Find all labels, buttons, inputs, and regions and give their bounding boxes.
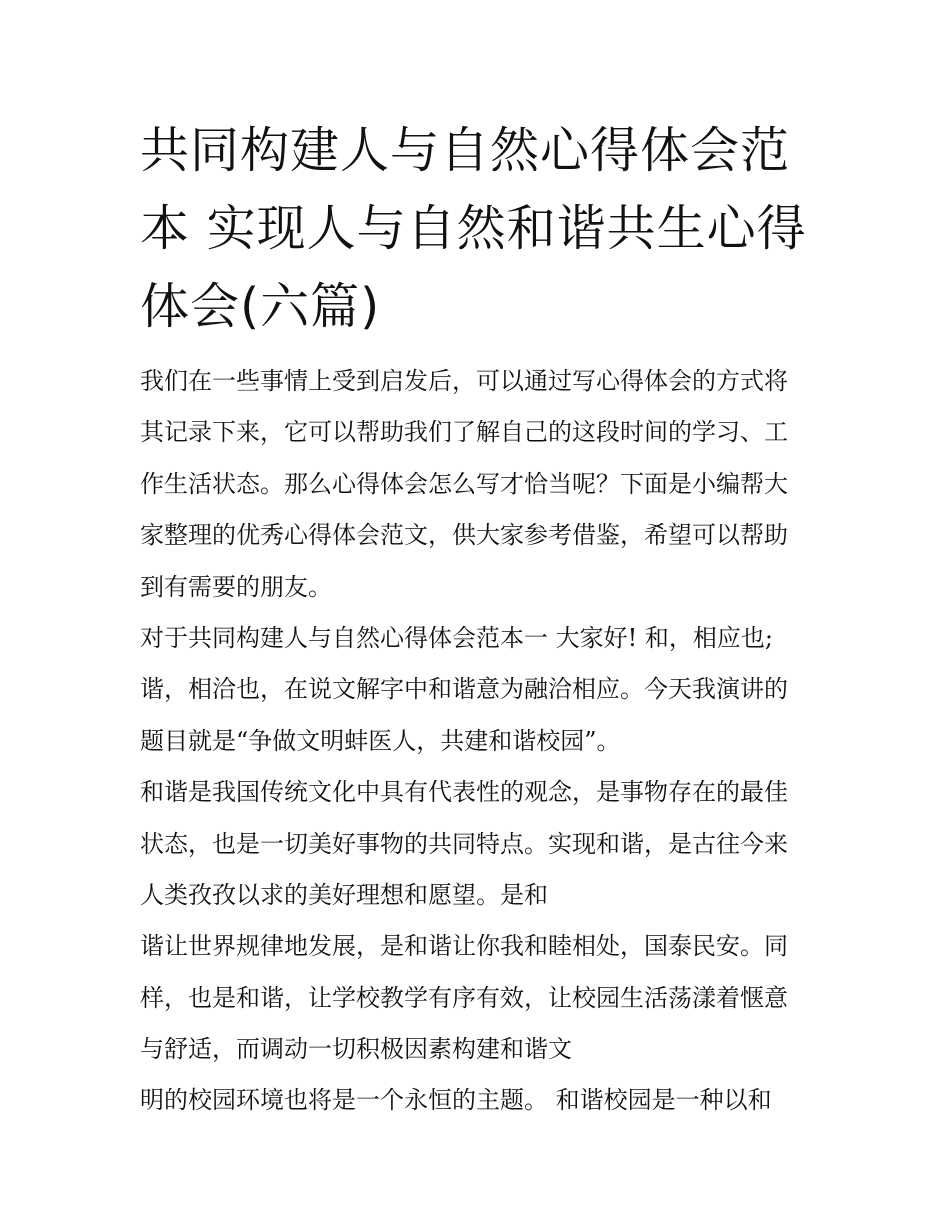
body-line: 和谐是我国传统文化中具有代表性的观念，是事物存在的最佳 <box>140 778 788 807</box>
body-line: 样，也是和谐，让学校教学有序有效，让校园生活荡漾着惬意 <box>140 983 788 1012</box>
body-line: 对于共同构建人与自然心得体会范本一 大家好! 和，相应也; <box>140 623 773 652</box>
body-line: 明的校园环境也将是一个永恒的主题。 和谐校园是一种以和 <box>140 1086 772 1115</box>
body-line: 到有需要的朋友。 <box>140 572 332 601</box>
body-line: 作生活状态。那么心得体会怎么写才恰当呢？下面是小编帮大 <box>140 469 788 498</box>
body-line: 谐让世界规律地发展，是和谐让你我和睦相处，国泰民安。同 <box>140 932 788 961</box>
body-line: 与舒适，而调动一切积极因素构建和谐文 <box>140 1035 572 1064</box>
body-line: 状态，也是一切美好事物的共同特点。实现和谐，是古往今来 <box>140 829 788 858</box>
document-body <box>140 356 830 1127</box>
body-line: 题目就是“争做文明蚌医人，共建和谐校园”。 <box>140 726 621 755</box>
title-line: 共同构建人与自然心得体会范 <box>140 122 791 179</box>
body-line: 我们在一些事情上受到启发后，可以通过写心得体会的方式将 <box>140 367 788 395</box>
body-line: 其记录下来，它可以帮助我们了解自己的这段时间的学习、工 <box>140 418 788 447</box>
title-line: 本 实现人与自然和谐共生心得 <box>140 200 807 257</box>
title-line: 体会(六篇) <box>140 278 381 335</box>
body-line: 人类孜孜以求的美好理想和愿望。是和 <box>140 880 548 909</box>
body-line: 谐，相洽也，在说文解字中和谐意为融洽相应。今天我演讲的 <box>140 675 788 704</box>
body-line: 家整理的优秀心得体会范文，供大家参考借鉴，希望可以帮助 <box>140 521 788 550</box>
document-title <box>140 112 820 346</box>
